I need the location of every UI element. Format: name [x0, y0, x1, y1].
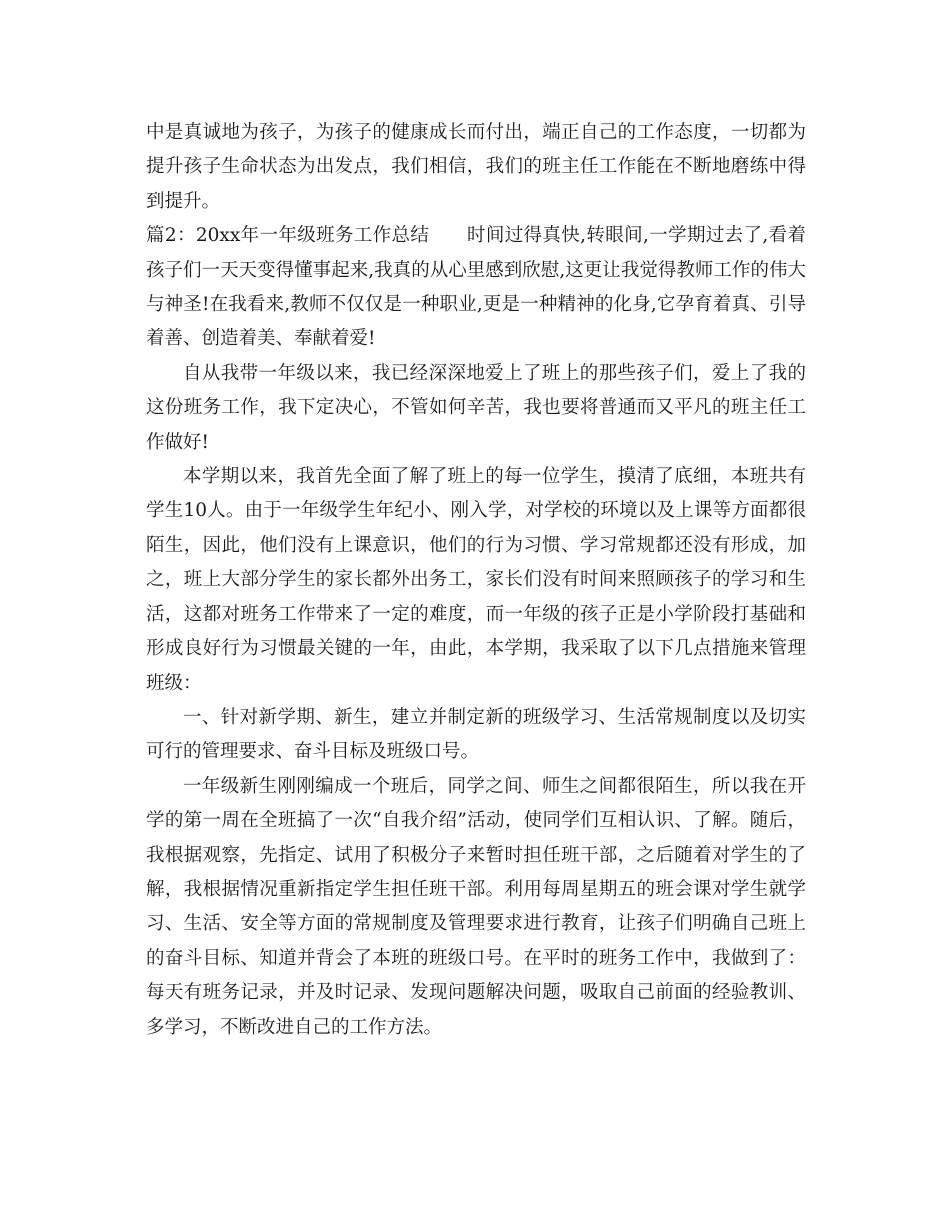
document-body [146, 116, 806, 1045]
paragraph-3: 自从我带一年级以来，我已经深深地爱上了班上的那些孩子们，爱上了我的这份班务工作，我下定决心，不管如何辛苦，我也要将普通而又平凡的班主任工作做好! [146, 362, 806, 453]
paragraph-2: 篇2：20xx年一年级班务工作总结 时间过得真快,转眼间,一学期过去了,看着孩子们一天天变得懂事起来,我真的从心里感到欣慰,这更让我觉得教师工作的伟大与神圣!在我看来,教师不仅仅是一种职业,更是一种精神的化身,它孕育着真、引导着善、创造着美、奉献着爱! [146, 225, 806, 350]
paragraph-1: 中是真诚地为孩子，为孩子的健康成长而付出，端正自己的工作态度，一切都为提升孩子生命状态为出发点，我们相信，我们的班主任工作能在不断地磨练中得到提升。 [146, 122, 806, 212]
paragraph-6: 一年级新生刚刚编成一个班后，同学之间、师生之间都很陌生，所以我在开学的第一周在全班搞了一次“自我介绍”活动，使同学们互相认识、了解。随后，我根据观察，先指定、试用了积极分子来暂时担任班干部，之后随着对学生的了解，我根据情况重新指定学生担任班干部。利用每周星期五的班会课对学生就学习、生活、安全等方面的常规制度及管理要求进行教育，让孩子们明确自己班上的奋斗目标、知道并背会了本班的班级口号。在平时的班务工作中，我做到了：每天有班务记录，并及时记录、发现问题解决问题，吸取自己前面的经验教训、多学习，不断改进自己的工作方法。 [146, 775, 806, 1038]
paragraph-5: 一、针对新学期、新生，建立并制定新的班级学习、生活常规制度以及切实可行的管理要求、奋斗目标及班级口号。 [146, 706, 806, 763]
paragraph-4: 本学期以来，我首先全面了解了班上的每一位学生，摸清了底细，本班共有学生10人。由于一年级学生年纪小、刚入学，对学校的环境以及上课等方面都很陌生，因此，他们没有上课意识，他们的行为习惯、学习常规都还没有形成，加之，班上大部分学生的家长都外出务工，家长们没有时间来照顾孩子的学习和生活，这都对班务工作带来了一定的难度，而一年级的孩子正是小学阶段打基础和形成良好行为习惯最关键的一年，由此，本学期，我采取了以下几点措施来管理班级： [146, 466, 806, 694]
